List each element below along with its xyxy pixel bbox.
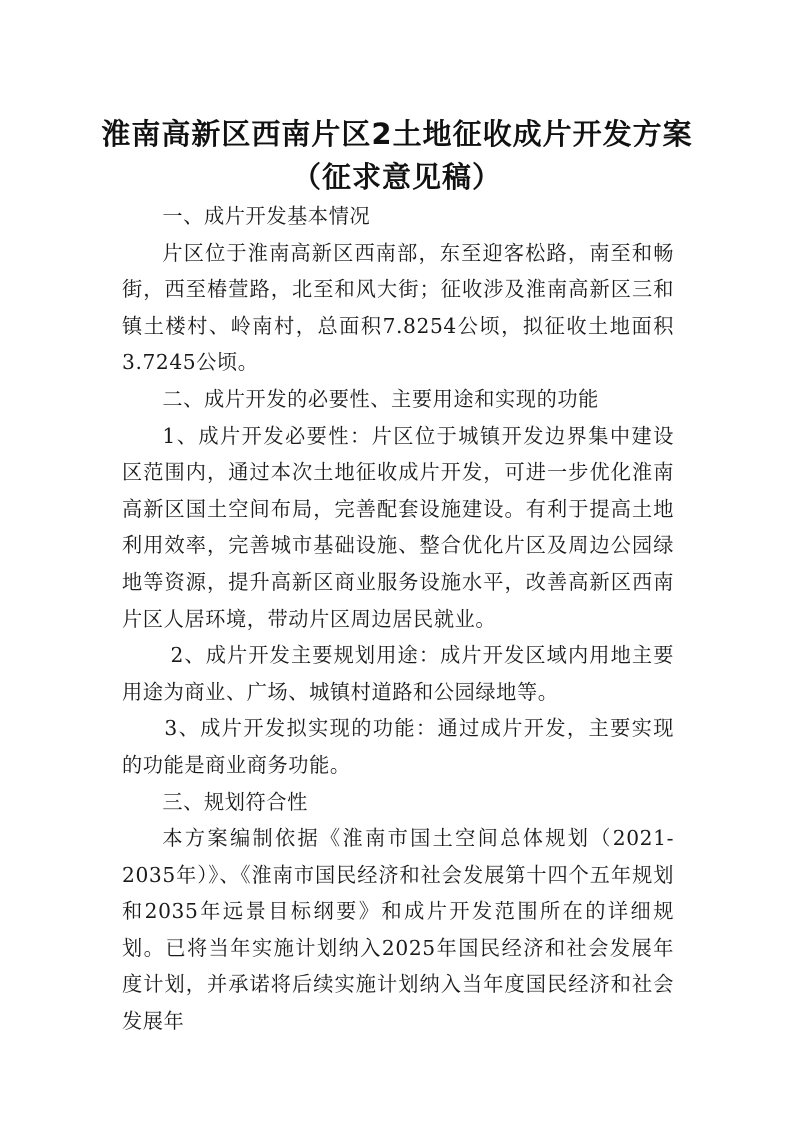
section-heading-3: 三、规划符合性 xyxy=(162,789,308,814)
paragraph-function: 3、成片开发拟实现的功能：通过成片开发，主要实现的功能是商业商务功能。 xyxy=(122,716,674,777)
paragraph-planning-conformity: 本方案编制依据《淮南市国土空间总体规划（2021-2035年）》、《淮南市国民经济和社会发展第十四个五年规划和2035年远景目标纲要》和成片开发范围所在的详细规划。已将当年实施计划纳入2025年国民经济和社会发展年度计划，并承诺将后续实施计划纳入当年度国民经济和社会发展年 xyxy=(122,826,674,1034)
paragraph-main-use: 2、成片开发主要规划用途：成片开发区域内用地主要用途为商业、广场、城镇村道路和公园绿地等。 xyxy=(122,643,674,704)
paragraph-basic-info: 片区位于淮南高新区西南部，东至迎客松路，南至和畅街，西至椿萱路，北至和风大街；征收涉及淮南高新区三和镇土楼村、岭南村，总面积7.8254公顷，拟征收土地面积3.7245公顷。 xyxy=(122,240,674,375)
document-body xyxy=(122,198,674,1040)
paragraph-necessity: 1、成片开发必要性：片区位于城镇开发边界集中建设区范围内，通过本次土地征收成片开发，可进一步优化淮南高新区国土空间布局，完善配套设施建设。有利于提高土地利用效率，完善城市基础设施、整合优化片区及周边公园绿地等资源，提升高新区商业服务设施水平，改善高新区西南片区人居环境，带动片区周边居民就业。 xyxy=(122,423,674,631)
section-heading-1: 一、成片开发基本情况 xyxy=(162,204,371,228)
document-subtitle: （征求意见稿） xyxy=(291,160,502,194)
section-heading-2: 二、成片开发的必要性、主要用途和实现的功能 xyxy=(162,386,599,411)
document-title: 淮南高新区西南片区2土地征收成片开发方案 xyxy=(101,117,693,151)
